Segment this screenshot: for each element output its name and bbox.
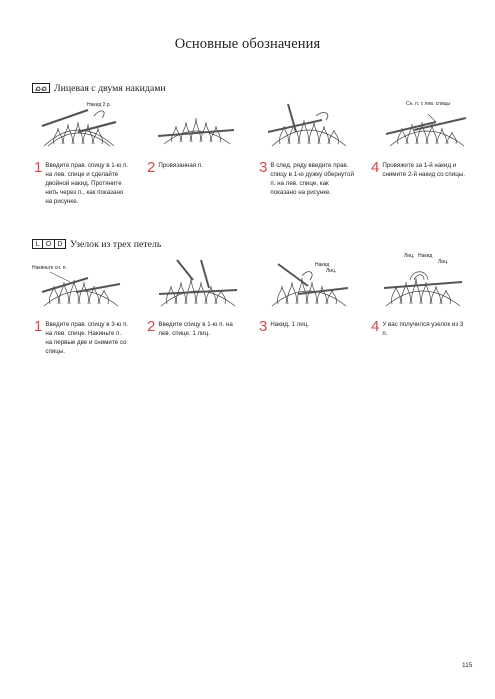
illustration-step-4 xyxy=(384,108,468,148)
symbol-cell: O xyxy=(43,240,54,248)
step-2 xyxy=(147,160,242,175)
callout-label: Сн. п. с лев. спицы xyxy=(406,101,451,107)
illustration-step-1 xyxy=(38,106,118,150)
illustration-step-4 xyxy=(382,258,464,308)
step-text: Введите прав. спицу в 1-ю п. на лев. спице и сделайте двойной накид. Протяните нить через п., как показано на рисунке. xyxy=(45,162,129,205)
section-title: Лицевая с двумя накидами xyxy=(54,82,166,94)
step-text: Введите спицу в 1-ю п. на лев. спице. 1 лиц. xyxy=(158,321,233,337)
illustration-step-3 xyxy=(266,102,350,148)
step-number: 2 xyxy=(147,318,156,335)
step-3 xyxy=(259,319,354,334)
callout-label: Лиц. xyxy=(438,259,449,265)
step-2 xyxy=(147,319,242,338)
step-1 xyxy=(34,160,129,206)
illustration-step-3 xyxy=(268,258,350,308)
step-4 xyxy=(371,160,466,179)
step-text: В след. ряду введите прав. спицу в 1-ю дужку обернутой п. на лев. спице, как показано на рисунке. xyxy=(270,162,354,196)
step-4 xyxy=(371,319,466,338)
stitch-symbol-icon xyxy=(32,83,50,93)
step-number: 1 xyxy=(34,159,43,176)
section-title: Узелок из трех петель xyxy=(70,238,162,250)
section-header-2 xyxy=(32,237,161,251)
bobble-symbol-icon xyxy=(32,239,66,249)
callout-label: Накид 2 р. xyxy=(87,102,112,108)
section-header-1 xyxy=(32,81,166,95)
callout-label: Лиц. xyxy=(326,268,337,274)
symbol-cell: L xyxy=(33,240,43,248)
symbol-cell: D xyxy=(57,240,63,248)
step-1 xyxy=(34,319,129,356)
callout-label: Накид xyxy=(315,262,330,268)
step-3 xyxy=(259,160,354,197)
step-text: Провяжите за 1-й накид и снимите 2-й накид со спицы. xyxy=(382,162,465,178)
step-text: Провязанная п. xyxy=(158,162,203,169)
step-number: 1 xyxy=(34,318,43,335)
step-text: Введите прав. спицу в 3-ю п. на лев. спице. Накиньте п. на первые две и снимите со спицы. xyxy=(45,321,129,355)
callout-label: Накид xyxy=(418,253,433,259)
step-number: 4 xyxy=(371,318,380,335)
illustration-step-2 xyxy=(156,112,236,146)
step-text: У вас получился узелок из 3 п. xyxy=(382,321,464,337)
step-number: 3 xyxy=(259,318,268,335)
page-number: 115 xyxy=(462,662,473,669)
illustration-step-2 xyxy=(157,258,239,308)
step-number: 4 xyxy=(371,159,380,176)
step-text: Накид, 1 лиц. xyxy=(270,321,309,328)
callout-label: Лиц. xyxy=(404,253,415,259)
callout-label: Накиньте сн. п. xyxy=(32,265,67,271)
page-title: Основные обозначения xyxy=(174,36,321,52)
step-number: 3 xyxy=(259,159,268,176)
step-number: 2 xyxy=(147,159,156,176)
